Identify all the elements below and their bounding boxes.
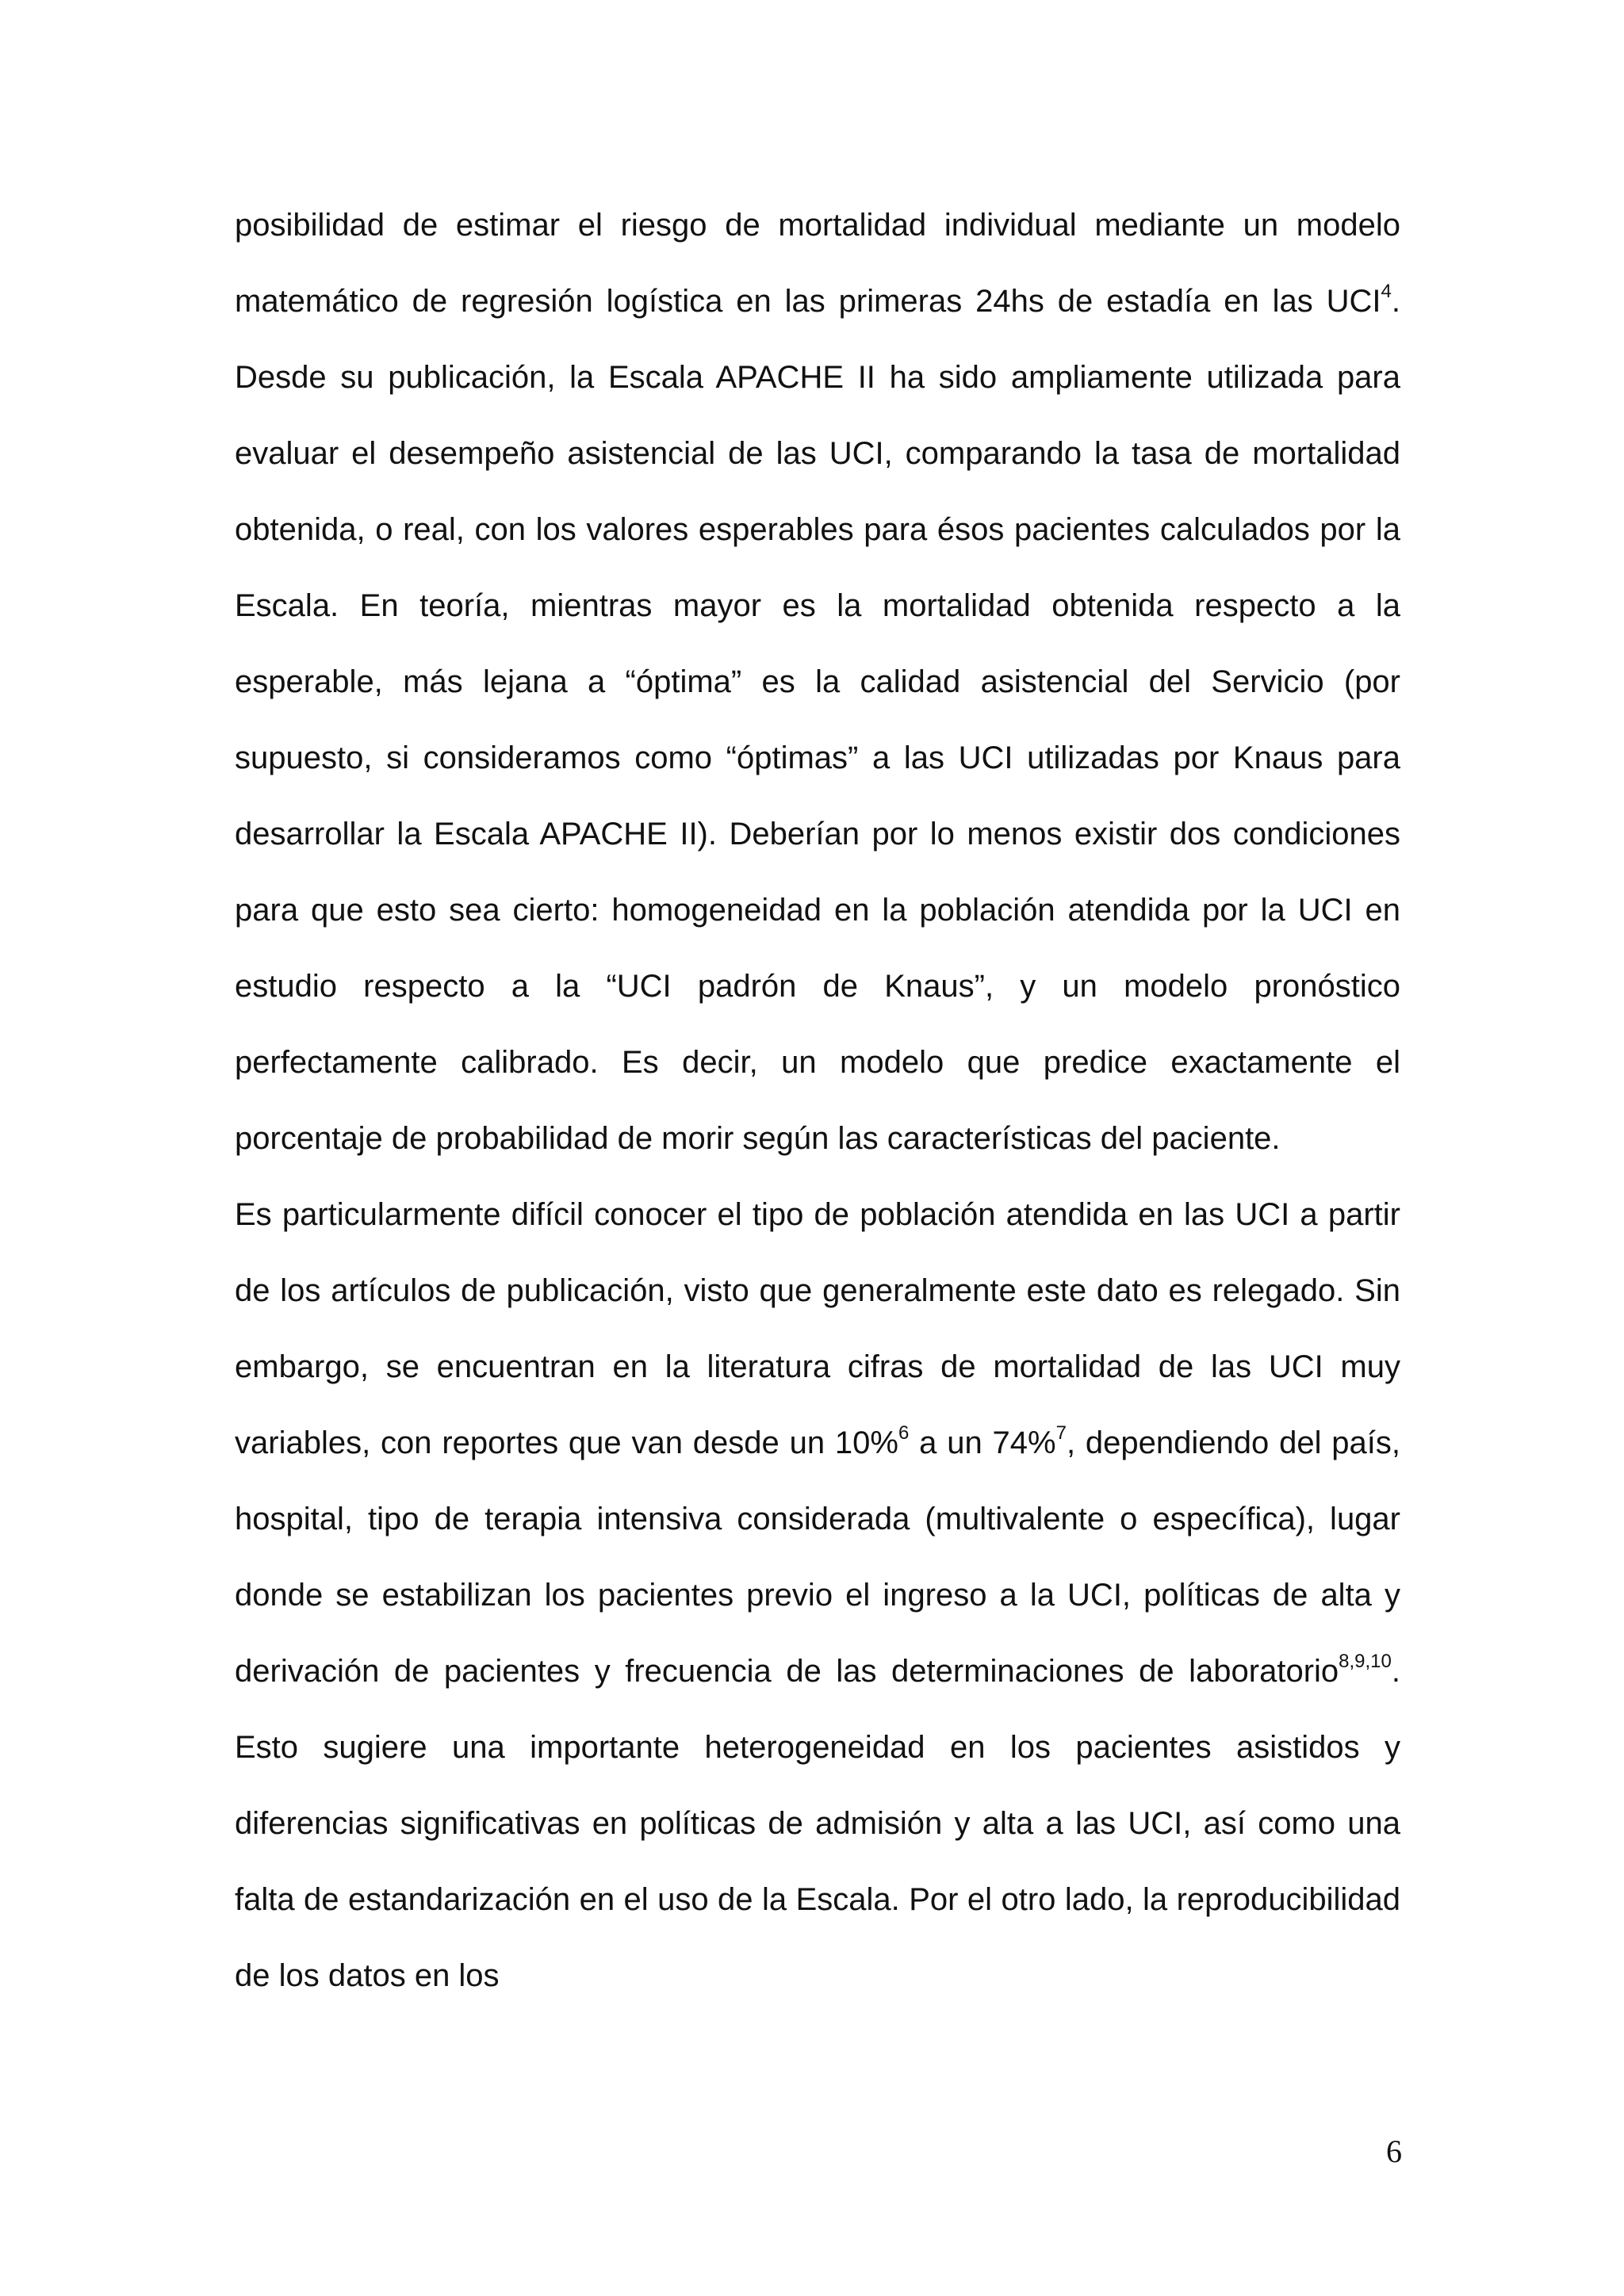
body-text	[235, 187, 1400, 2014]
paragraph-text: Es particularmente difícil conocer el tipo de población atendida en las UCI a partir de los artículos de publicación, visto que generalmente este dato es relegado. Sin embargo, se encuentran en la literatura cifras de mortalidad de las UCI muy variables, con reportes que van desde un 10%	[235, 1197, 1400, 1460]
citation-superscript: 4	[1381, 281, 1392, 302]
citation-superscript: 7	[1055, 1422, 1067, 1444]
paragraph-text: a un 74%	[909, 1425, 1056, 1460]
citation-superscript: 6	[898, 1422, 910, 1444]
paragraph	[235, 1177, 1400, 2014]
paragraph-text: . Esto sugiere una importante heterogeneidad en los pacientes asistidos y diferencias significativas en políticas de admisión y alta a las UCI, así como una falta de estandarización en el uso de la Escala. Por el otro lado, la reproducibilidad de los datos en los	[235, 1654, 1400, 1993]
page-number: 6	[1386, 2133, 1402, 2169]
paragraph	[235, 187, 1400, 1177]
paragraph-text: , dependiendo del país, hospital, tipo de terapia intensiva considerada (multivalente o específica), lugar donde se estabilizan los pacientes previo el ingreso a la UCI, políticas de alta y derivación de pacientes y frecuencia de las determinaciones de laboratorio	[235, 1425, 1401, 1689]
paragraph-text: posibilidad de estimar el riesgo de mortalidad individual mediante un modelo matemático de regresión logística en las primeras 24hs de estadía en las UCI	[235, 208, 1400, 319]
citation-superscript: 8,9,10	[1339, 1651, 1392, 1672]
paragraph-text: . Desde su publicación, la Escala APACHE II ha sido ampliamente utilizada para evaluar el desempeño asistencial de las UCI, comparando la tasa de mortalidad obtenida, o real, con los valores esperables para ésos pacientes calculados por la Escala. En teoría, mientras mayor es la mortalidad obtenida respecto a la esperable, más lejana a “óptima” es la calidad asistencial del Servicio (por supuesto, si consideramos como “óptimas” a las UCI utilizadas por Knaus para desarrollar la Escala APACHE II). Deberían por lo menos existir dos condiciones para que esto sea cierto: homogeneidad en la población atendida por la UCI en estudio respecto a la “UCI padrón de Knaus”, y un modelo pronóstico perfectamente calibrado. Es decir, un modelo que predice exactamente el porcentaje de probabilidad de morir según las características del paciente.	[235, 284, 1400, 1156]
